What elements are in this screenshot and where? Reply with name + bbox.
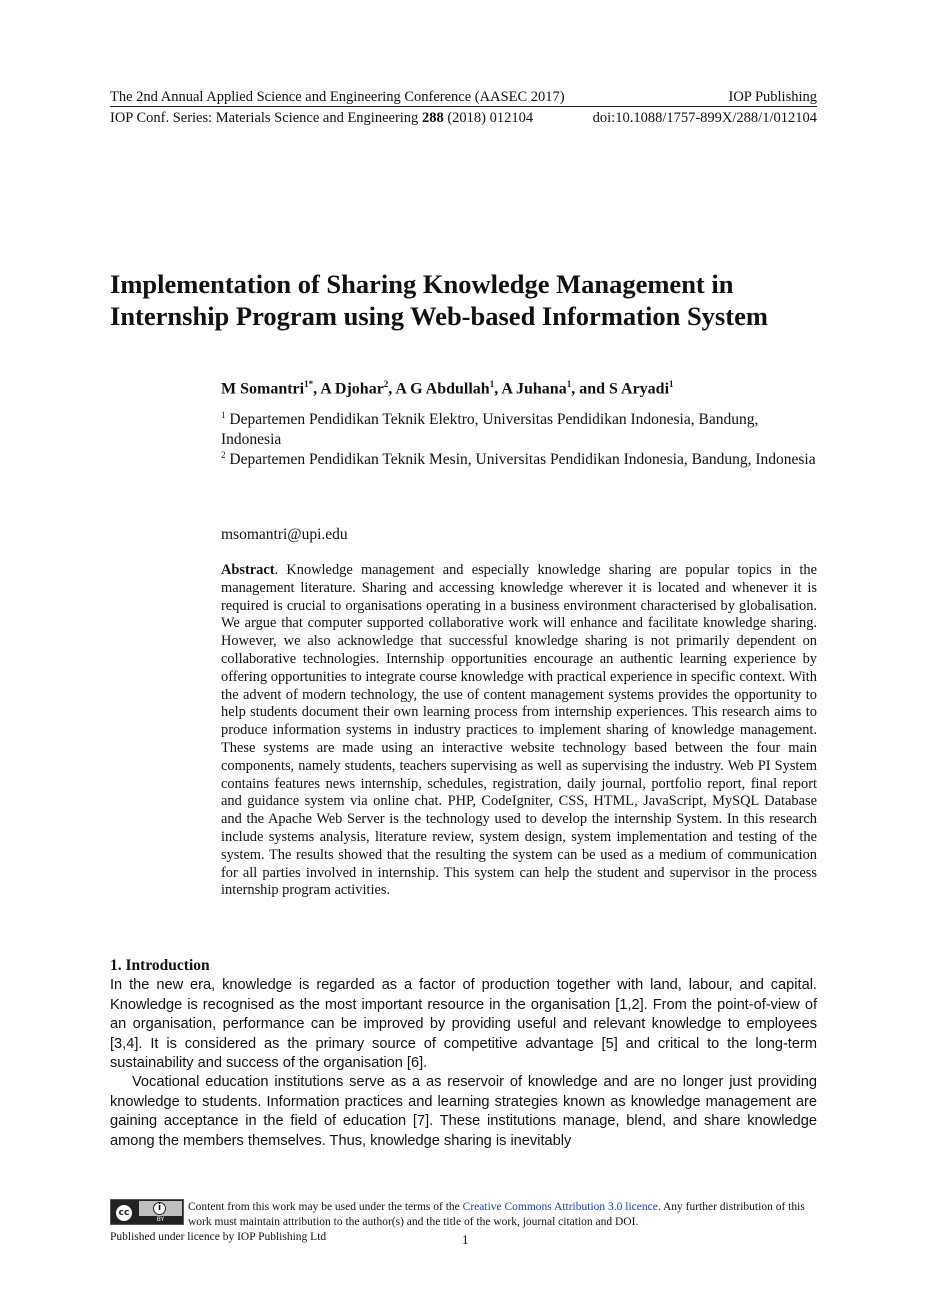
introduction-paragraph-1: In the new era, knowledge is regarded as a factor of production together with land, labour, and capital. Knowledge is recognised as the most important resource in the organisation [1,2]. From the point-of-view of an organisation, performance can be improved by providing useful and relevant knowledge to employees [3,4]. It is considered as the primary source of competitive advantage [5] and critical to the long-term sustainability and success of the organisation [6]. — [110, 977, 817, 1071]
abstract — [221, 562, 817, 900]
author-separator: , and — [571, 380, 609, 398]
by-label: BY — [156, 1216, 165, 1223]
author-separator: , — [494, 380, 502, 398]
publisher-line: Published under licence by IOP Publishing Ltd — [110, 1231, 327, 1243]
abstract-text: . Knowledge management and especially knowledge sharing are popular topics in the management literature. Sharing and accessing knowledge wherever it is located and whenever it is required is crucial to organisations operating in a business environment characterised by globalisation. We argue that computer supported collaborative work will enhance and facilitate knowledge sharing. However, we also acknowledge that successful knowledge sharing is not primarily dependent on collaborative technologies. Internship opportunities encourage an authentic learning experience by offering opportunities to integrate course knowledge with practical experience in specific context. With the advent of modern technology, the use of content management systems provides the opportunity to help students document their own learning process from internship experiences. This research aims to produce information systems in industry practices to implement sharing of knowledge management. These systems are made using an interactive website technology based between the four main components, namely students, teachers supervising as well as supervising the industry. Web PI System contains features news internship, schedules, registration, daily journal, portfolio report, final report and guidance system via online chat. PHP, CodeIgniter, CSS, HTML, JavaScript, MySQL Database and the Apache Web Server is the technology used to develop the internship System. In this research include systems analysis, literature review, system design, system implementation and testing of the system. The results showed that the resulting the system can be used as a medium of communication for all parties involved in internship. This system can help the student and supervisor in the process internship program activities. — [221, 562, 817, 899]
author-list — [221, 379, 674, 398]
page-number: 1 — [462, 1232, 469, 1247]
attribution-panel — [139, 1201, 182, 1216]
conference-name: The 2nd Annual Applied Science and Engineering Conference (AASEC 2017) — [110, 89, 565, 105]
volume-number: 288 — [421, 110, 444, 126]
author-name: S Aryadi — [609, 380, 670, 398]
author-affiliation-mark: 1 — [489, 379, 495, 389]
author-affiliation-mark: 1* — [304, 379, 314, 389]
license-suffix: . Any further distribution of this work must maintain attribution to the author(s) and the title of the work, journal citation and DOI. — [188, 1201, 805, 1228]
paper-title — [110, 268, 817, 332]
abstract-label: Abstract — [221, 562, 275, 578]
section-heading-introduction: 1. Introduction — [110, 957, 210, 974]
series-prefix: IOP Conf. Series: Materials Science and Engineering — [110, 110, 422, 126]
author-affiliation-mark: 1 — [669, 379, 674, 389]
introduction-paragraph-2: Vocational education institutions serve as a as reservoir of knowledge and are no longer just providing knowledge to students. Information practices and learning strategies known as knowledge management are gaining acceptance in the field of education [7]. These institutions manage, blend, and share knowledge among the members themselves. Thus, knowledge sharing is inevitably — [110, 1074, 817, 1149]
author-name: M Somantri — [221, 380, 305, 398]
affiliation-number: 1 — [221, 410, 226, 420]
title-line-1: Implementation of Sharing Knowledge Management in — [110, 269, 734, 299]
author-separator: , — [313, 380, 321, 398]
attribution-person-icon: i — [153, 1202, 166, 1215]
affiliation-number: 2 — [221, 450, 226, 460]
author-affiliation-mark: 1 — [566, 379, 572, 389]
affiliation-1 — [221, 406, 821, 449]
series-suffix: (2018) 012104 — [443, 110, 534, 126]
creative-commons-icon[interactable] — [110, 1199, 184, 1225]
title-line-2: Internship Program using Web-based Information System — [110, 301, 768, 331]
cc-glyph: cc — [114, 1203, 134, 1223]
author-name: A Djohar — [320, 380, 384, 398]
header-rule — [110, 106, 817, 107]
affiliation-2 — [221, 446, 821, 470]
series-citation — [110, 110, 533, 127]
license-notice — [188, 1200, 818, 1230]
license-link[interactable]: Creative Commons Attribution 3.0 licence — [462, 1201, 658, 1213]
author-name: A G Abdullah — [395, 380, 490, 398]
doi: doi:10.1088/1757-899X/288/1/012104 — [592, 110, 817, 126]
affiliation-text: Departemen Pendidikan Teknik Elektro, Universitas Pendidikan Indonesia, Bandung, Indonesia — [221, 411, 759, 448]
license-prefix: Content from this work may be used under the terms of the — [188, 1201, 463, 1213]
author-separator: , — [388, 380, 396, 398]
affiliation-text: Departemen Pendidikan Teknik Mesin, Universitas Pendidikan Indonesia, Bandung, Indonesia — [225, 451, 816, 469]
contact-email[interactable]: msomantri@upi.edu — [221, 526, 348, 543]
author-affiliation-mark: 2 — [383, 379, 389, 389]
author-name: A Juhana — [501, 380, 567, 398]
publisher-name: IOP Publishing — [728, 89, 817, 105]
